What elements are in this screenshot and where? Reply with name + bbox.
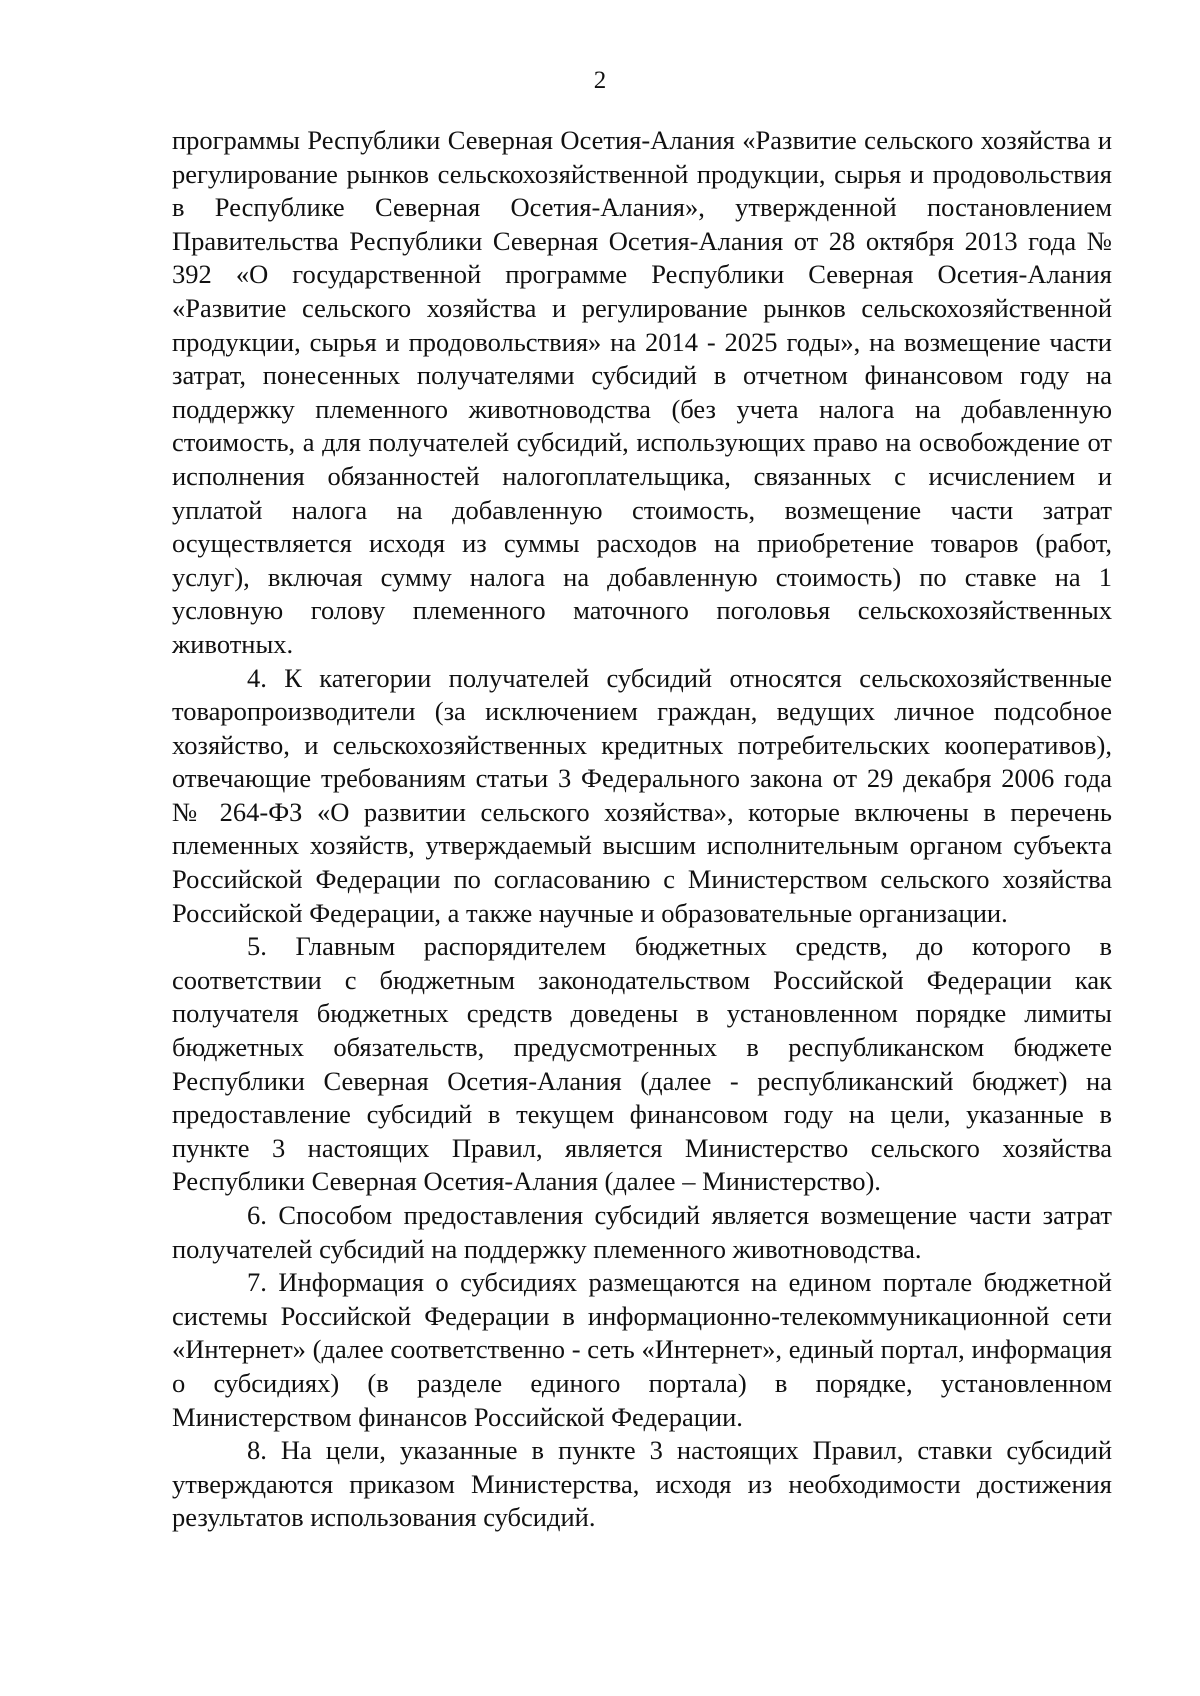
document-body [172, 124, 1112, 1535]
paragraph-item-7: 7. Информация о субсидиях размещаются на едином портале бюджетной системы Российской Федерации в информационно-телекоммуникационной сети «Интернет» (далее соответственно - сеть «Интернет», единый портал, информация о субсидиях) (в разделе единого портала) в порядке, установленном Министерством финансов Российской Федерации. [172, 1267, 1112, 1432]
paragraph-continuation: программы Республики Северная Осетия-Алания «Развитие сельского хозяйства и регулирование рынков сельскохозяйственной продукции, сырья и продовольствия в Республике Северная Осетия-Алания», утвержденной постановлением Правительства Республики Северная Осетия-Алания от 28 октября 2013 года № 392 «О государственной программе Республики Северная Осетия-Алания «Развитие сельского хозяйства и регулирование рынков сельскохозяйственной продукции, сырья и продовольствия» на 2014 - 2025 годы», на возмещение части затрат, понесенных получателями субсидий в отчетном финансовом году на поддержку племенного животноводства (без учета налога на добавленную стоимость, а для получателей субсидий, использующих право на освобождение от исполнения обязанностей налогоплательщика, связанных с исчислением и уплатой налога на добавленную стоимость, возмещение части затрат осуществляется исходя из суммы расходов на приобретение товаров (работ, услуг), включая сумму налога на добавленную стоимость) по ставке на 1 условную голову племенного маточного поголовья сельскохозяйственных животных. [172, 125, 1112, 659]
paragraph-item-5: 5. Главным распорядителем бюджетных средств, до которого в соответствии с бюджетным законодательством Российской Федерации как получателя бюджетных средств доведены в установленном порядке лимиты бюджетных обязательств, предусмотренных в республиканском бюджете Республики Северная Осетия-Алания (далее - республиканский бюджет) на предоставление субсидий в текущем финансовом году на цели, указанные в пункте 3 настоящих Правил, является Министерство сельского хозяйства Республики Северная Осетия-Алания (далее – Министерство). [172, 931, 1112, 1197]
page-number: 2 [593, 67, 607, 94]
paragraph-item-4: 4. К категории получателей субсидий относятся сельскохозяйственные товаропроизводители (за исключением граждан, ведущих личное подсобное хозяйство, и сельскохозяйственных кредитных потребительских кооперативов), отвечающие требованиям статьи 3 Федерального закона от 29 декабря 2006 года № 264-ФЗ «О развитии сельского хозяйства», которые включены в перечень племенных хозяйств, утверждаемый высшим исполнительным органом субъекта Российской Федерации по согласованию с Министерством сельского хозяйства Российской Федерации, а также научные и образовательные организации. [172, 662, 1112, 928]
paragraph-item-8: 8. На цели, указанные в пункте 3 настоящих Правил, ставки субсидий утверждаются приказом Министерства, исходя из необходимости достижения результатов использования субсидий. [172, 1435, 1112, 1533]
paragraph-item-6: 6. Способом предоставления субсидий является возмещение части затрат получателей субсидий на поддержку племенного животноводства. [172, 1200, 1112, 1264]
